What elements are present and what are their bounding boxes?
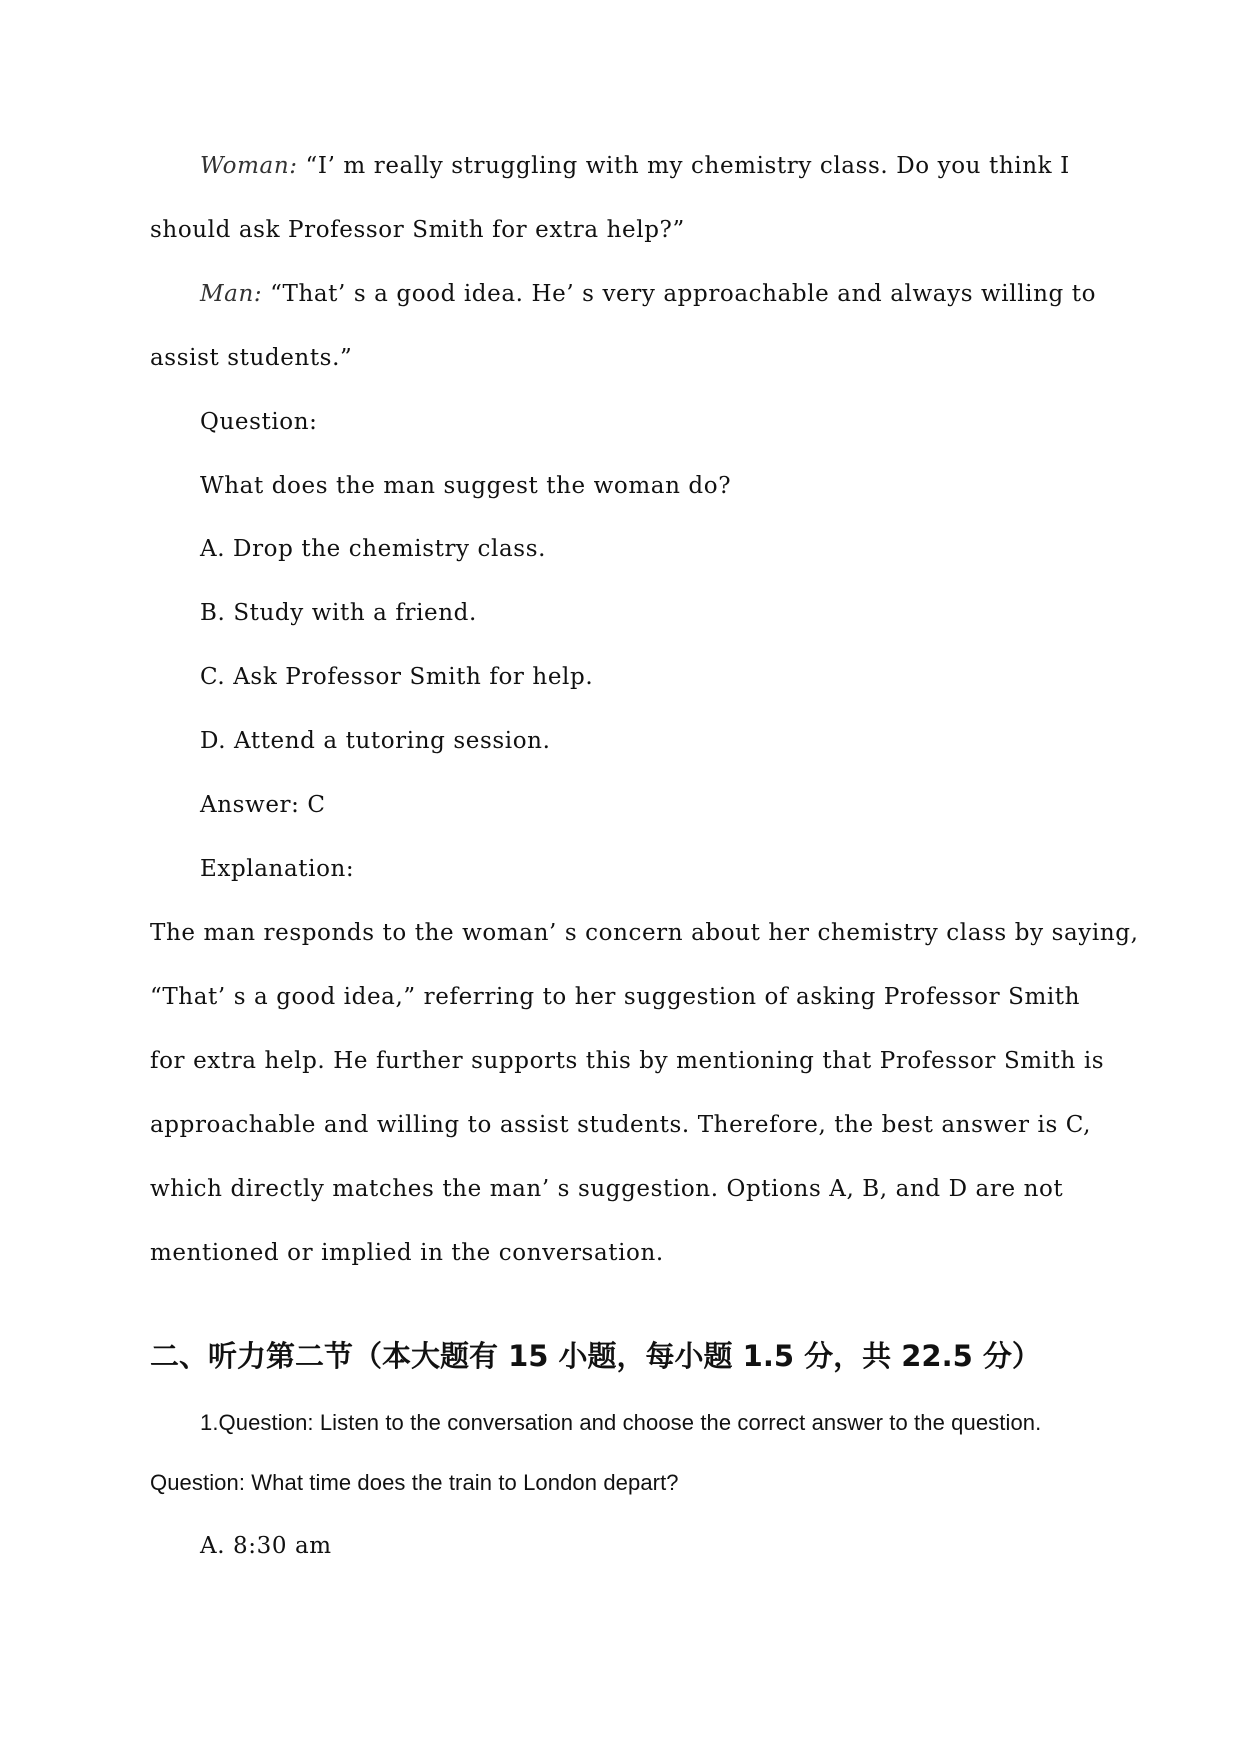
woman-line-1 — [200, 150, 1090, 182]
explanation-line: approachable and willing to assist students. Therefore, the best answer is C, — [150, 1112, 1092, 1138]
man-quote-start: “That’ s a good idea. He’ s very approachable and always willing to — [270, 281, 1097, 307]
explanation-line: which directly matches the man’ s suggestion. Options A, B, and D are not — [150, 1176, 1064, 1202]
man-line-1 — [200, 278, 1097, 310]
q1-question: Question: What time does the train to London depart? — [150, 1470, 679, 1495]
explanation-line: The man responds to the woman’ s concern about her chemistry class by saying, — [150, 920, 1139, 946]
q1-prompt: 1.Question: Listen to the conversation and choose the correct answer to the question. — [200, 1410, 1042, 1435]
option-a: A. Drop the chemistry class. — [200, 536, 547, 562]
man-line-2: assist students.” — [150, 345, 353, 371]
man-speaker-label: Man: — [200, 281, 263, 307]
woman-quote-start: “I’ m really struggling with my chemistry class. Do you think I — [305, 153, 1070, 179]
answer-line: Answer: C — [200, 792, 326, 818]
section-heading: 二、听力第二节（本大题有 15 小题，每小题 1.5 分，共 22.5 分） — [150, 1339, 1041, 1373]
option-d: D. Attend a tutoring session. — [200, 728, 551, 754]
explanation-label: Explanation: — [200, 856, 355, 882]
woman-speaker-label: Woman: — [200, 153, 298, 179]
explanation-line: “That’ s a good idea,” referring to her suggestion of asking Professor Smith — [150, 984, 1081, 1010]
explanation-line: for extra help. He further supports this by mentioning that Professor Smith is — [150, 1048, 1105, 1074]
option-b: B. Study with a friend. — [200, 600, 477, 626]
q1-option-a: A. 8:30 am — [200, 1533, 332, 1559]
woman-line-2: should ask Professor Smith for extra help?” — [150, 217, 685, 243]
explanation-line: mentioned or implied in the conversation. — [150, 1240, 664, 1266]
question-text: What does the man suggest the woman do? — [200, 473, 732, 499]
question-label: Question: — [200, 409, 318, 435]
option-c: C. Ask Professor Smith for help. — [200, 664, 594, 690]
